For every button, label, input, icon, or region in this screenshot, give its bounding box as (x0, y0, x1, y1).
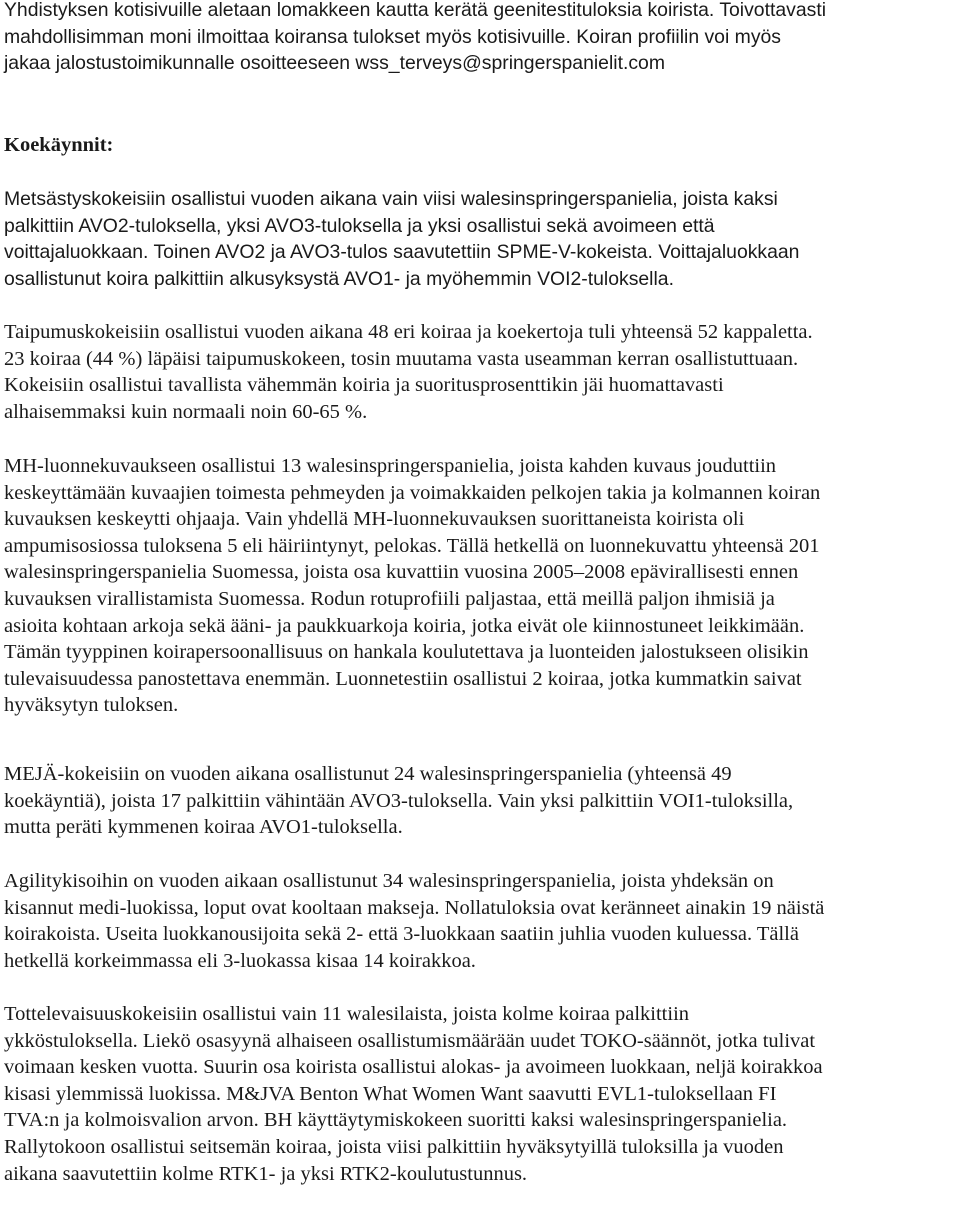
taipumus-line: 23 koiraa (44 %) läpäisi taipumuskokeen, tosin muutama vasta useamman kerran osallistuttuaan. (4, 347, 799, 370)
toko-line: Rallytokoon osallistui seitsemän koiraa, joista viisi palkittiin hyväksytyillä tuloksilla ja vuoden (4, 1135, 784, 1158)
meja-line: mutta peräti kymmenen koiraa AVO1-tuloksella. (4, 816, 403, 839)
metsastys-line: palkittiin AVO2-tuloksella, yksi AVO3-tuloksella ja yksi osallistui sekä avoimeen että (4, 214, 715, 237)
metsastys-line: osallistunut koira palkittiin alkusyksystä AVO1- ja myöhemmin VOI2-tuloksella. (4, 267, 674, 290)
agility-line: kisannut medi-luokissa, loput ovat kooltaan makseja. Nollatuloksia ovat keränneet ainakin 19 näistä (4, 896, 825, 919)
section-heading: Koekäynnit: (4, 134, 114, 156)
meja-line: MEJÄ-kokeisiin on vuoden aikana osallistunut 24 walesinspringerspanielia (yhteensä 49 (4, 763, 732, 785)
toko-line: aikana saavutettiin kolme RTK1- ja yksi RTK2-koulutustunnus. (4, 1162, 528, 1185)
metsastys-line: Metsästyskokeisiin osallistui vuoden aikana vain viisi walesinspringerspanielia, joista kaksi (4, 188, 778, 210)
intro-line: Yhdistyksen kotisivuille aletaan lomakkeen kautta kerätä geenitestituloksia koirista. Toivottavasti (4, 0, 827, 21)
agility-line: hetkellä korkeimmassa eli 3-luokassa kisaa 14 koirakkoa. (4, 949, 476, 972)
toko-line: Tottelevaisuuskokeisiin osallistui vain 11 walesilaista, joista kolme koiraa palkittiin (4, 1003, 690, 1025)
agility-line: Agilitykisoihin on vuoden aikaan osallistunut 34 walesinspringerspanielia, joista yhdeksän on (4, 870, 774, 892)
mh-line: hyväksytyn tuloksen. (4, 694, 179, 717)
meja-paragraph (4, 761, 793, 841)
toko-paragraph (4, 1001, 823, 1187)
agility-line: koirakoista. Useita luokkanousijoita sekä 2- että 3-luokkaan saatiin juhlia vuoden kuluessa. Tällä (4, 923, 799, 946)
intro-paragraph (4, 0, 826, 77)
mh-line: keskeyttämään kuvaajien toimesta pehmeyden ja voimakkaiden pelkojen takia ja kolmannen koiran (4, 481, 821, 504)
mh-line: Tämän tyyppinen koirapersoonallisuus on hankala koulutettava ja luonteiden jalostukseen olisikin (4, 641, 809, 664)
meja-line: koekäyntiä), joista 17 palkittiin vähintään AVO3-tuloksella. Vain yksi palkittiin VOI1-tuloksilla, (4, 789, 794, 812)
intro-line: mahdollisimman moni ilmoittaa koiransa tulokset myös kotisivuille. Koiran profiilin voi myös (4, 25, 781, 48)
mh-line: kuvauksen keskeytti ohjaaja. Vain yhdellä MH-luonnekuvauksen suorittaneista koirista oli (4, 508, 745, 531)
mh-line: MH-luonnekuvaukseen osallistui 13 walesinspringerspanielia, joista kahden kuvaus jouduttiin (4, 455, 777, 477)
agility-paragraph (4, 868, 824, 974)
mh-line: asioita kohtaan arkoja sekä ääni- ja paukkuarkoja koiria, jotka eivät ole kiinnostuneet leikkimään. (4, 614, 805, 637)
metsastys-paragraph (4, 186, 799, 292)
toko-line: kisasi ylemmissä luokissa. M&JVA Benton What Women Want saavutti EVL1-tuloksellaan FI (4, 1082, 777, 1105)
toko-line: ykköstuloksella. Liekö osasyynä alhaiseen osallistumismäärään uudet TOKO-säännöt, jotka tulivat (4, 1029, 816, 1052)
taipumus-paragraph (4, 319, 813, 425)
taipumus-line: Taipumuskokeisiin osallistui vuoden aikana 48 eri koiraa ja koekertoja tuli yhteensä 52 kappaletta. (4, 321, 813, 343)
mh-paragraph (4, 453, 820, 719)
taipumus-line: Kokeisiin osallistui tavallista vähemmän koiria ja suoritusprosenttikin jäi huomattavasti (4, 374, 724, 397)
taipumus-line: alhaisemmaksi kuin normaali noin 60-65 %. (4, 400, 368, 423)
mh-line: tulevaisuudessa panostettava enemmän. Luonnetestiin osallistui 2 koiraa, jotka kummatkin saivat (4, 667, 802, 690)
mh-line: ampumisosiossa tuloksena 5 eli häiriintynyt, pelokas. Tällä hetkellä on luonnekuvattu yhteensä 201 (4, 534, 820, 557)
mh-line: walesinspringerspanielia Suomessa, joista osa kuvattiin vuosina 2005–2008 epävirallisesti ennen (4, 561, 799, 584)
toko-line: voimaan kesken vuotta. Suurin osa koirista osallistui alokas- ja avoimeen luokkaan, neljä koirakkoa (4, 1056, 823, 1079)
intro-line: jakaa jalostustoimikunnalle osoitteeseen wss_terveys@springerspanielit.com (4, 52, 665, 75)
toko-line: TVA:n ja kolmoisvalion arvon. BH käyttäytymiskokeen suoritti kaksi walesinspringerspanielia. (4, 1109, 788, 1132)
mh-line: kuvauksen virallistamista Suomessa. Rodun rotuprofiili paljastaa, että meillä paljon ihmisiä ja (4, 587, 775, 610)
metsastys-line: voittajaluokkaan. Toinen AVO2 ja AVO3-tulos saavutettiin SPME-V-kokeista. Voittajaluokkaan (4, 241, 800, 264)
